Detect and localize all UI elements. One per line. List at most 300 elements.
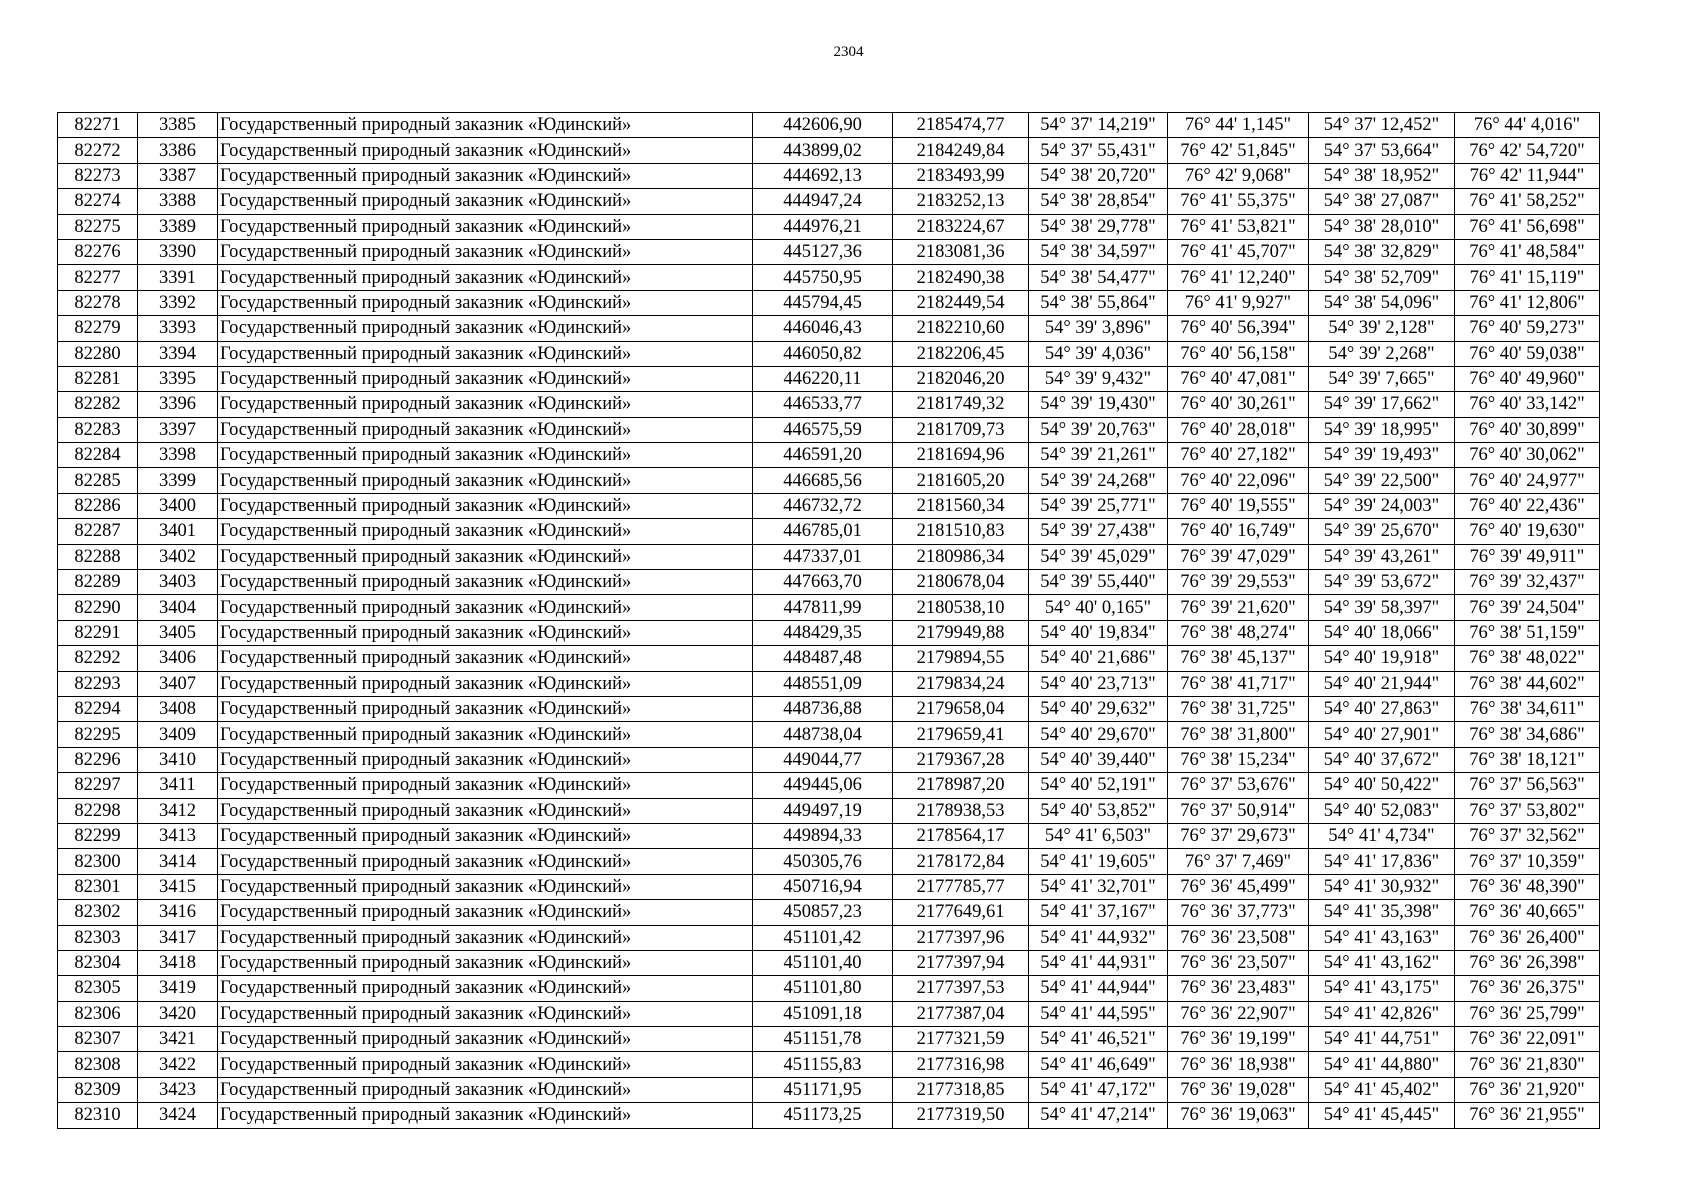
row-number-cell: 82292 [58,646,138,671]
lon1-cell: 76° 38' 15,234" [1168,747,1309,772]
lat2-cell: 54° 38' 27,087" [1309,189,1455,214]
lon1-cell: 76° 36' 18,938" [1168,1052,1309,1077]
point-number-cell: 3408 [138,696,218,721]
point-number-cell: 3415 [138,874,218,899]
lon1-cell: 76° 41' 12,240" [1168,265,1309,290]
lat2-cell: 54° 38' 18,952" [1309,163,1455,188]
row-number-cell: 82272 [58,138,138,163]
lon2-cell: 76° 38' 48,022" [1455,646,1600,671]
lat2-cell: 54° 39' 22,500" [1309,468,1455,493]
lon2-cell: 76° 36' 26,375" [1455,976,1600,1001]
table-row [58,113,1600,138]
lat2-cell: 54° 39' 19,493" [1309,443,1455,468]
y-cell: 2180986,34 [893,544,1029,569]
point-number-cell: 3414 [138,849,218,874]
x-cell: 446591,20 [753,443,893,468]
y-cell: 2184249,84 [893,138,1029,163]
row-number-cell: 82273 [58,163,138,188]
lat1-cell: 54° 41' 32,701" [1029,874,1168,899]
y-cell: 2181709,73 [893,417,1029,442]
x-cell: 448487,48 [753,646,893,671]
name-cell: Государственный природный заказник «Юдинский» [218,290,753,315]
lon1-cell: 76° 40' 30,261" [1168,392,1309,417]
lon1-cell: 76° 39' 47,029" [1168,544,1309,569]
lon2-cell: 76° 42' 11,944" [1455,163,1600,188]
name-cell: Государственный природный заказник «Юдинский» [218,950,753,975]
name-cell: Государственный природный заказник «Юдинский» [218,595,753,620]
lat1-cell: 54° 38' 34,597" [1029,239,1168,264]
table-row [58,950,1600,975]
row-number-cell: 82304 [58,950,138,975]
lat1-cell: 54° 40' 23,713" [1029,671,1168,696]
lon2-cell: 76° 38' 51,159" [1455,620,1600,645]
lon2-cell: 76° 36' 22,091" [1455,1027,1600,1052]
name-cell: Государственный природный заказник «Юдинский» [218,366,753,391]
y-cell: 2180678,04 [893,570,1029,595]
y-cell: 2177321,59 [893,1027,1029,1052]
name-cell: Государственный природный заказник «Юдинский» [218,798,753,823]
x-cell: 446533,77 [753,392,893,417]
lat1-cell: 54° 41' 46,521" [1029,1027,1168,1052]
y-cell: 2178172,84 [893,849,1029,874]
point-number-cell: 3393 [138,316,218,341]
point-number-cell: 3388 [138,189,218,214]
name-cell: Государственный природный заказник «Юдинский» [218,925,753,950]
x-cell: 448429,35 [753,620,893,645]
y-cell: 2178938,53 [893,798,1029,823]
table-row [58,316,1600,341]
lon2-cell: 76° 41' 12,806" [1455,290,1600,315]
lon2-cell: 76° 36' 26,400" [1455,925,1600,950]
lon2-cell: 76° 37' 53,802" [1455,798,1600,823]
point-number-cell: 3412 [138,798,218,823]
name-cell: Государственный природный заказник «Юдинский» [218,747,753,772]
row-number-cell: 82289 [58,570,138,595]
name-cell: Государственный природный заказник «Юдинский» [218,900,753,925]
point-number-cell: 3423 [138,1077,218,1102]
lon2-cell: 76° 39' 49,911" [1455,544,1600,569]
lat1-cell: 54° 41' 37,167" [1029,900,1168,925]
lon1-cell: 76° 40' 16,749" [1168,519,1309,544]
point-number-cell: 3403 [138,570,218,595]
table-row [58,519,1600,544]
lon1-cell: 76° 39' 21,620" [1168,595,1309,620]
lat1-cell: 54° 37' 14,219" [1029,113,1168,138]
row-number-cell: 82309 [58,1077,138,1102]
name-cell: Государственный природный заказник «Юдинский» [218,1077,753,1102]
lat1-cell: 54° 39' 9,432" [1029,366,1168,391]
lon2-cell: 76° 37' 32,562" [1455,823,1600,848]
y-cell: 2179949,88 [893,620,1029,645]
point-number-cell: 3391 [138,265,218,290]
table-row [58,1052,1600,1077]
table-row [58,1027,1600,1052]
point-number-cell: 3405 [138,620,218,645]
point-number-cell: 3418 [138,950,218,975]
table-row [58,392,1600,417]
name-cell: Государственный природный заказник «Юдинский» [218,468,753,493]
point-number-cell: 3424 [138,1103,218,1128]
lon1-cell: 76° 38' 48,274" [1168,620,1309,645]
lon1-cell: 76° 37' 53,676" [1168,773,1309,798]
lon1-cell: 76° 41' 55,375" [1168,189,1309,214]
lat2-cell: 54° 38' 54,096" [1309,290,1455,315]
y-cell: 2183493,99 [893,163,1029,188]
lat1-cell: 54° 39' 21,261" [1029,443,1168,468]
table-row [58,900,1600,925]
point-number-cell: 3409 [138,722,218,747]
table-row [58,493,1600,518]
lon2-cell: 76° 41' 48,584" [1455,239,1600,264]
y-cell: 2181605,20 [893,468,1029,493]
lat1-cell: 54° 39' 3,896" [1029,316,1168,341]
name-cell: Государственный природный заказник «Юдинский» [218,417,753,442]
point-number-cell: 3386 [138,138,218,163]
x-cell: 450857,23 [753,900,893,925]
x-cell: 450305,76 [753,849,893,874]
y-cell: 2179659,41 [893,722,1029,747]
lon1-cell: 76° 36' 23,508" [1168,925,1309,950]
y-cell: 2183081,36 [893,239,1029,264]
x-cell: 449894,33 [753,823,893,848]
lat2-cell: 54° 39' 53,672" [1309,570,1455,595]
x-cell: 449445,06 [753,773,893,798]
lat2-cell: 54° 40' 21,944" [1309,671,1455,696]
row-number-cell: 82291 [58,620,138,645]
row-number-cell: 82282 [58,392,138,417]
lon2-cell: 76° 40' 59,038" [1455,341,1600,366]
lon2-cell: 76° 40' 49,960" [1455,366,1600,391]
lon1-cell: 76° 40' 19,555" [1168,493,1309,518]
lon2-cell: 76° 36' 21,830" [1455,1052,1600,1077]
x-cell: 451101,42 [753,925,893,950]
lat2-cell: 54° 38' 28,010" [1309,214,1455,239]
x-cell: 446220,11 [753,366,893,391]
table-row [58,671,1600,696]
table-row [58,620,1600,645]
lat1-cell: 54° 40' 29,670" [1029,722,1168,747]
lon2-cell: 76° 37' 56,563" [1455,773,1600,798]
lat2-cell: 54° 39' 2,128" [1309,316,1455,341]
y-cell: 2177387,04 [893,1001,1029,1026]
table-row [58,189,1600,214]
row-number-cell: 82301 [58,874,138,899]
lat1-cell: 54° 37' 55,431" [1029,138,1168,163]
lat2-cell: 54° 41' 30,932" [1309,874,1455,899]
point-number-cell: 3416 [138,900,218,925]
x-cell: 445127,36 [753,239,893,264]
table-row [58,874,1600,899]
row-number-cell: 82300 [58,849,138,874]
table-row [58,1001,1600,1026]
lat1-cell: 54° 40' 53,852" [1029,798,1168,823]
x-cell: 448736,88 [753,696,893,721]
name-cell: Государственный природный заказник «Юдинский» [218,392,753,417]
name-cell: Государственный природный заказник «Юдинский» [218,443,753,468]
point-number-cell: 3419 [138,976,218,1001]
point-number-cell: 3422 [138,1052,218,1077]
lon1-cell: 76° 37' 7,469" [1168,849,1309,874]
lon1-cell: 76° 38' 41,717" [1168,671,1309,696]
table-row [58,290,1600,315]
lon2-cell: 76° 39' 24,504" [1455,595,1600,620]
row-number-cell: 82294 [58,696,138,721]
name-cell: Государственный природный заказник «Юдинский» [218,265,753,290]
point-number-cell: 3399 [138,468,218,493]
x-cell: 442606,90 [753,113,893,138]
point-number-cell: 3397 [138,417,218,442]
table-row [58,544,1600,569]
x-cell: 450716,94 [753,874,893,899]
name-cell: Государственный природный заказник «Юдинский» [218,849,753,874]
lat1-cell: 54° 39' 25,771" [1029,493,1168,518]
y-cell: 2177397,96 [893,925,1029,950]
lat2-cell: 54° 39' 18,995" [1309,417,1455,442]
lon1-cell: 76° 42' 51,845" [1168,138,1309,163]
x-cell: 446575,59 [753,417,893,442]
lat2-cell: 54° 39' 17,662" [1309,392,1455,417]
lat2-cell: 54° 39' 2,268" [1309,341,1455,366]
y-cell: 2177649,61 [893,900,1029,925]
lat1-cell: 54° 41' 19,605" [1029,849,1168,874]
table-row [58,1077,1600,1102]
lon2-cell: 76° 40' 59,273" [1455,316,1600,341]
row-number-cell: 82277 [58,265,138,290]
y-cell: 2177397,53 [893,976,1029,1001]
table-row [58,823,1600,848]
x-cell: 449044,77 [753,747,893,772]
table-row [58,341,1600,366]
lon2-cell: 76° 40' 33,142" [1455,392,1600,417]
lon1-cell: 76° 38' 31,800" [1168,722,1309,747]
lat1-cell: 54° 38' 28,854" [1029,189,1168,214]
point-number-cell: 3398 [138,443,218,468]
name-cell: Государственный природный заказник «Юдинский» [218,773,753,798]
lat1-cell: 54° 39' 45,029" [1029,544,1168,569]
lat2-cell: 54° 41' 4,734" [1309,823,1455,848]
x-cell: 446046,43 [753,316,893,341]
lon2-cell: 76° 36' 48,390" [1455,874,1600,899]
lon2-cell: 76° 41' 15,119" [1455,265,1600,290]
table-row [58,468,1600,493]
point-number-cell: 3402 [138,544,218,569]
lat2-cell: 54° 37' 53,664" [1309,138,1455,163]
table-row [58,646,1600,671]
row-number-cell: 82276 [58,239,138,264]
x-cell: 444692,13 [753,163,893,188]
y-cell: 2181749,32 [893,392,1029,417]
lat2-cell: 54° 40' 37,672" [1309,747,1455,772]
lon2-cell: 76° 38' 44,602" [1455,671,1600,696]
row-number-cell: 82299 [58,823,138,848]
point-number-cell: 3394 [138,341,218,366]
lon1-cell: 76° 36' 22,907" [1168,1001,1309,1026]
name-cell: Государственный природный заказник «Юдинский» [218,620,753,645]
point-number-cell: 3421 [138,1027,218,1052]
row-number-cell: 82275 [58,214,138,239]
lon2-cell: 76° 38' 34,686" [1455,722,1600,747]
lat2-cell: 54° 39' 24,003" [1309,493,1455,518]
lat1-cell: 54° 41' 44,944" [1029,976,1168,1001]
name-cell: Государственный природный заказник «Юдинский» [218,1027,753,1052]
name-cell: Государственный природный заказник «Юдинский» [218,544,753,569]
name-cell: Государственный природный заказник «Юдинский» [218,189,753,214]
lat1-cell: 54° 40' 21,686" [1029,646,1168,671]
lat2-cell: 54° 41' 45,445" [1309,1103,1455,1128]
table-row [58,239,1600,264]
y-cell: 2185474,77 [893,113,1029,138]
lat1-cell: 54° 39' 55,440" [1029,570,1168,595]
lon1-cell: 76° 38' 31,725" [1168,696,1309,721]
point-number-cell: 3392 [138,290,218,315]
name-cell: Государственный природный заказник «Юдинский» [218,519,753,544]
y-cell: 2177318,85 [893,1077,1029,1102]
row-number-cell: 82280 [58,341,138,366]
table-row [58,696,1600,721]
y-cell: 2182206,45 [893,341,1029,366]
lat2-cell: 54° 39' 7,665" [1309,366,1455,391]
y-cell: 2182046,20 [893,366,1029,391]
lat1-cell: 54° 39' 27,438" [1029,519,1168,544]
lon1-cell: 76° 41' 53,821" [1168,214,1309,239]
lon1-cell: 76° 36' 37,773" [1168,900,1309,925]
lat2-cell: 54° 40' 27,863" [1309,696,1455,721]
row-number-cell: 82288 [58,544,138,569]
point-number-cell: 3396 [138,392,218,417]
name-cell: Государственный природный заказник «Юдинский» [218,316,753,341]
lat1-cell: 54° 39' 19,430" [1029,392,1168,417]
lat1-cell: 54° 39' 20,763" [1029,417,1168,442]
name-cell: Государственный природный заказник «Юдинский» [218,163,753,188]
x-cell: 446785,01 [753,519,893,544]
x-cell: 451151,78 [753,1027,893,1052]
lon2-cell: 76° 36' 21,955" [1455,1103,1600,1128]
x-cell: 451173,25 [753,1103,893,1128]
lon1-cell: 76° 36' 23,507" [1168,950,1309,975]
row-number-cell: 82279 [58,316,138,341]
name-cell: Государственный природный заказник «Юдинский» [218,671,753,696]
lat2-cell: 54° 41' 17,836" [1309,849,1455,874]
x-cell: 451091,18 [753,1001,893,1026]
y-cell: 2182210,60 [893,316,1029,341]
name-cell: Государственный природный заказник «Юдинский» [218,138,753,163]
y-cell: 2179894,55 [893,646,1029,671]
point-number-cell: 3410 [138,747,218,772]
lat2-cell: 54° 37' 12,452" [1309,113,1455,138]
row-number-cell: 82298 [58,798,138,823]
lon2-cell: 76° 40' 30,899" [1455,417,1600,442]
x-cell: 449497,19 [753,798,893,823]
lon2-cell: 76° 37' 10,359" [1455,849,1600,874]
point-number-cell: 3390 [138,239,218,264]
page-number: 2304 [833,44,864,60]
table-row [58,849,1600,874]
table-row [58,798,1600,823]
point-number-cell: 3417 [138,925,218,950]
lat2-cell: 54° 41' 43,163" [1309,925,1455,950]
lon1-cell: 76° 40' 22,096" [1168,468,1309,493]
lon1-cell: 76° 40' 27,182" [1168,443,1309,468]
table-row [58,976,1600,1001]
x-cell: 451101,40 [753,950,893,975]
y-cell: 2177397,94 [893,950,1029,975]
lon2-cell: 76° 40' 30,062" [1455,443,1600,468]
lat1-cell: 54° 38' 20,720" [1029,163,1168,188]
y-cell: 2179834,24 [893,671,1029,696]
lat1-cell: 54° 38' 29,778" [1029,214,1168,239]
lon2-cell: 76° 40' 24,977" [1455,468,1600,493]
y-cell: 2181560,34 [893,493,1029,518]
lat1-cell: 54° 40' 0,165" [1029,595,1168,620]
name-cell: Государственный природный заказник «Юдинский» [218,113,753,138]
row-number-cell: 82306 [58,1001,138,1026]
lat1-cell: 54° 38' 55,864" [1029,290,1168,315]
row-number-cell: 82285 [58,468,138,493]
lon1-cell: 76° 36' 45,499" [1168,874,1309,899]
lon2-cell: 76° 38' 18,121" [1455,747,1600,772]
point-number-cell: 3407 [138,671,218,696]
x-cell: 448738,04 [753,722,893,747]
lon1-cell: 76° 41' 9,927" [1168,290,1309,315]
lat1-cell: 54° 40' 39,440" [1029,747,1168,772]
lat2-cell: 54° 40' 50,422" [1309,773,1455,798]
point-number-cell: 3406 [138,646,218,671]
row-number-cell: 82271 [58,113,138,138]
name-cell: Государственный природный заказник «Юдинский» [218,1103,753,1128]
table-row [58,138,1600,163]
name-cell: Государственный природный заказник «Юдинский» [218,874,753,899]
name-cell: Государственный природный заказник «Юдинский» [218,214,753,239]
row-number-cell: 82297 [58,773,138,798]
lat1-cell: 54° 40' 19,834" [1029,620,1168,645]
y-cell: 2181694,96 [893,443,1029,468]
lat1-cell: 54° 38' 54,477" [1029,265,1168,290]
lon1-cell: 76° 37' 50,914" [1168,798,1309,823]
point-number-cell: 3404 [138,595,218,620]
y-cell: 2182449,54 [893,290,1029,315]
lat2-cell: 54° 40' 27,901" [1309,722,1455,747]
x-cell: 447811,99 [753,595,893,620]
lon2-cell: 76° 39' 32,437" [1455,570,1600,595]
name-cell: Государственный природный заказник «Юдинский» [218,976,753,1001]
table-body [58,113,1600,1129]
row-number-cell: 82286 [58,493,138,518]
point-number-cell: 3385 [138,113,218,138]
row-number-cell: 82295 [58,722,138,747]
row-number-cell: 82281 [58,366,138,391]
x-cell: 451171,95 [753,1077,893,1102]
x-cell: 444976,21 [753,214,893,239]
row-number-cell: 82296 [58,747,138,772]
point-number-cell: 3387 [138,163,218,188]
row-number-cell: 82310 [58,1103,138,1128]
row-number-cell: 82302 [58,900,138,925]
lat1-cell: 54° 41' 44,931" [1029,950,1168,975]
table-row [58,747,1600,772]
x-cell: 446685,56 [753,468,893,493]
lat2-cell: 54° 40' 18,066" [1309,620,1455,645]
lat2-cell: 54° 40' 19,918" [1309,646,1455,671]
y-cell: 2177316,98 [893,1052,1029,1077]
point-number-cell: 3411 [138,773,218,798]
row-number-cell: 82283 [58,417,138,442]
lon2-cell: 76° 44' 4,016" [1455,113,1600,138]
x-cell: 445750,95 [753,265,893,290]
table-row [58,773,1600,798]
lon2-cell: 76° 36' 25,799" [1455,1001,1600,1026]
lon2-cell: 76° 41' 56,698" [1455,214,1600,239]
point-number-cell: 3401 [138,519,218,544]
